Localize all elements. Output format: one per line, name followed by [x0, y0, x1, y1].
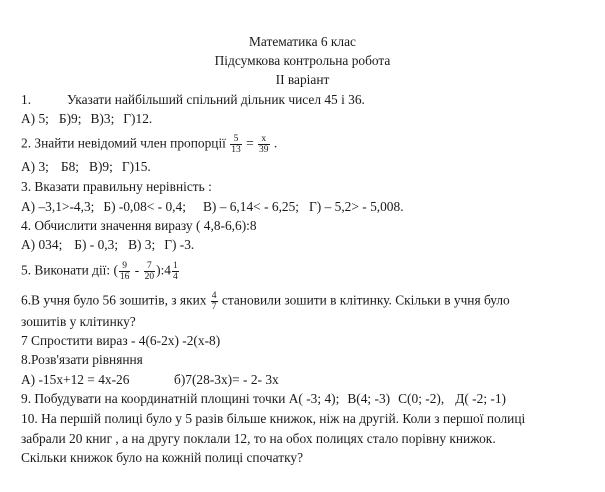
- task-3-answers: [21, 199, 404, 215]
- minus-sign: -: [134, 262, 140, 278]
- answer-option: В) 3;: [128, 237, 156, 252]
- point-label: Д( -2; -1): [455, 391, 507, 406]
- point-label: С(0; -2),: [398, 391, 445, 406]
- answer-option: В)9;: [89, 159, 113, 174]
- task-2-text: 2. Знайти невідомий член пропорції: [21, 135, 226, 151]
- task-8-question: 8.Розв'язати рівняння: [21, 352, 143, 367]
- answer-option: В)3;: [90, 111, 115, 126]
- task-7-question: 7 Спростити вираз - 4(6-2х) -2(х-8): [21, 333, 221, 348]
- task-8-equations: [21, 372, 279, 388]
- task-6-question: [21, 291, 510, 312]
- task-6-text-b: становили зошити в клітинку. Скільки в учня було: [221, 292, 510, 308]
- task-10-line-1: 10. На першій полиці було у 5 разів більше книжок, ніж на другій. Коли з першої полиці: [21, 411, 526, 426]
- point-label: В(4; -3): [347, 391, 391, 406]
- task-4-answers: [21, 237, 194, 253]
- answer-option: В) – 6,14< - 6,25;: [202, 199, 300, 214]
- task-5-question: [21, 261, 180, 282]
- fraction-nine-sixteenths: $\frac{9}{16}$: [119, 261, 130, 282]
- variant-label: ІІ варіант: [275, 72, 330, 87]
- answer-option: Б) - 0,3;: [74, 237, 119, 252]
- equals-sign: =: [246, 135, 254, 151]
- answer-option: Г)12.: [123, 111, 153, 126]
- task-9-text: 9. Побудувати на координатній площині точки А( -3; 4);: [21, 391, 340, 406]
- task-1-number: 1.: [21, 92, 32, 107]
- fraction-four-sevenths: $\frac{4}{7}$: [211, 291, 217, 312]
- subject-title: Математика 6 клас: [248, 34, 356, 49]
- work-title: Підсумкова контрольна робота: [214, 53, 391, 68]
- answer-option: Б)9;: [58, 111, 82, 126]
- proportion-fraction-left: $\frac{5}{13}$: [231, 134, 241, 155]
- task-2-answers: [21, 159, 151, 175]
- task-4-question: 4. Обчислити значення виразу ( 4,8-6,6):8: [21, 218, 257, 233]
- answer-option: А) 3;: [21, 159, 49, 174]
- task-10-line-3: Скільки книжок було на кожній полиці спочатку?: [21, 450, 304, 465]
- divisor-whole: ):4: [156, 262, 171, 278]
- answer-option: Б8;: [60, 159, 80, 174]
- task-1-text: Указати найбільший спільний дільник чисел 45 і 36.: [67, 92, 365, 107]
- task-10-line-2: забрали 20 книг , а на другу поклали 12, то на обох полицях стало порівну книжок.: [21, 431, 496, 446]
- fraction-seven-twentieths: $\frac{7}{20}$: [144, 261, 155, 282]
- task-2-question: [21, 134, 277, 155]
- answer-option: Г) – 5,2> - 5,008.: [309, 199, 404, 214]
- task-2-end: .: [273, 135, 278, 151]
- answer-option: Г)15.: [121, 159, 151, 174]
- answer-option: Б) -0,08< - 0,4;: [103, 199, 186, 214]
- task-9-question: [21, 391, 506, 407]
- fraction-one-quarter: $\frac{1}{4}$: [172, 261, 178, 282]
- equation-b: б)7(28-3х)= - 2- 3х: [174, 372, 279, 387]
- task-1-answers: [21, 111, 152, 127]
- proportion-fraction-right: $\frac{x}{39}$: [259, 134, 269, 155]
- answer-option: А) 034;: [21, 237, 63, 252]
- task-5-text: 5. Виконати дії: (: [21, 262, 118, 278]
- answer-option: А) 5;: [21, 111, 49, 126]
- task-6-text-a: 6.В учня було 56 зошитів, з яких: [21, 292, 207, 308]
- answer-option: А) –3,1>-4,3;: [21, 199, 95, 214]
- task-3-question: 3. Вказати правильну нерівність :: [21, 179, 212, 194]
- answer-option: Г) -3.: [164, 237, 195, 252]
- equation-a: А) -15х+12 = 4х-26: [21, 372, 130, 387]
- task-6-text-c: зошитів у клітинку?: [21, 314, 136, 329]
- task-1-question: [21, 92, 365, 108]
